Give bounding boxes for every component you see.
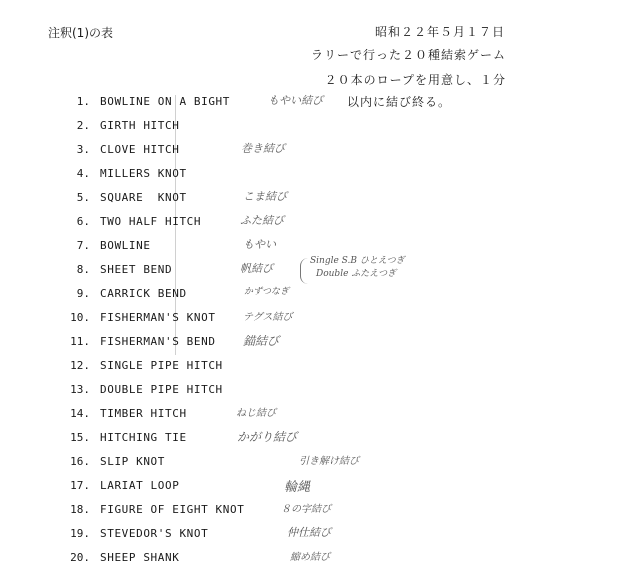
knot-number: 17.	[70, 479, 90, 492]
knot-name: CARRICK BEND	[100, 287, 187, 300]
handwritten-japanese-name: ねじ結び	[236, 408, 276, 419]
knot-row	[0, 256, 640, 283]
knot-row	[0, 359, 640, 379]
knot-number: 8.	[76, 263, 90, 276]
knot-row	[0, 551, 640, 571]
knot-name: SLIP KNOT	[100, 455, 166, 468]
knot-name: CLOVE HITCH	[100, 143, 180, 156]
knot-row	[0, 431, 640, 451]
note-label: 注釈(1)の表	[48, 26, 113, 40]
knot-row	[0, 527, 640, 547]
knot-number: 3.	[76, 143, 90, 156]
handwritten-japanese-name: 引き解け結び	[299, 456, 359, 467]
knot-row	[0, 143, 640, 163]
knot-row	[0, 287, 640, 307]
knot-name: HITCHING TIE	[100, 431, 187, 444]
knot-name: BOWLINE	[100, 239, 151, 252]
knot-number: 7.	[76, 239, 90, 252]
knot-number: 4.	[76, 167, 90, 180]
knot-name: LARIAT LOOP	[100, 479, 180, 492]
intro-line-3: 以内に結び終る。	[347, 95, 452, 109]
knot-name: DOUBLE PIPE HITCH	[100, 383, 223, 396]
knot-number: 14.	[70, 407, 90, 420]
handwritten-japanese-name: ふた結び	[240, 214, 284, 227]
knot-row	[0, 503, 640, 523]
knot-row	[0, 119, 640, 139]
knot-number: 10.	[70, 311, 90, 324]
knot-number: 19.	[70, 527, 90, 540]
knot-number: 1.	[76, 95, 90, 108]
knot-number: 18.	[70, 503, 90, 516]
handwritten-japanese-name: テグス結び	[243, 312, 293, 323]
knot-name: STEVEDOR'S KNOT	[100, 527, 209, 540]
handwritten-japanese-name: 帆結び	[240, 262, 273, 275]
knot-name: FISHERMAN'S KNOT	[100, 311, 216, 324]
knot-row	[0, 479, 640, 499]
knot-name: SHEEP SHANK	[100, 551, 180, 564]
intro-line-2: ２０本のロープを用意し、１分	[324, 73, 506, 87]
handwritten-japanese-name: もやい	[243, 238, 276, 251]
knot-name: FIGURE OF EIGHT KNOT	[100, 503, 245, 516]
knot-row	[0, 167, 640, 187]
knot-row	[0, 383, 640, 403]
knot-number: 6.	[76, 215, 90, 228]
handwritten-japanese-name: かがり結び	[237, 430, 298, 444]
knot-number: 15.	[70, 431, 90, 444]
handwritten-japanese-name: ８の字結び	[281, 504, 331, 515]
handwritten-japanese-name: かずつなぎ	[244, 287, 290, 297]
knot-row	[0, 407, 640, 427]
knot-number: 2.	[76, 119, 90, 132]
handwritten-note-single: Single S.B ひとえつぎ	[310, 256, 405, 266]
handwritten-note-double: Double ふたえつぎ	[316, 269, 397, 279]
handwritten-japanese-name: 縮め結び	[290, 552, 330, 563]
document-date: 昭和２２年５月１７日	[374, 25, 505, 39]
knot-row	[0, 215, 640, 235]
knot-number: 20.	[70, 551, 90, 564]
knot-number: 5.	[76, 191, 90, 204]
handwritten-japanese-name: 仲仕結び	[287, 526, 331, 539]
knot-row	[0, 311, 640, 331]
knot-number: 11.	[70, 335, 90, 348]
knot-number: 16.	[70, 455, 90, 468]
handwritten-japanese-name: 輪縄	[284, 480, 311, 495]
knot-name: TIMBER HITCH	[100, 407, 187, 420]
knot-name: GIRTH HITCH	[100, 119, 180, 132]
handwritten-japanese-name: もやい結び	[268, 94, 323, 107]
knot-name: SINGLE PIPE HITCH	[100, 359, 223, 372]
knot-row	[0, 335, 640, 355]
knot-row	[0, 455, 640, 475]
knot-number: 13.	[70, 383, 90, 396]
knot-number: 12.	[70, 359, 90, 372]
knot-name: MILLERS KNOT	[100, 167, 187, 180]
knot-row	[0, 95, 640, 115]
knot-name: SQUARE KNOT	[100, 191, 187, 204]
knot-name: SHEET BEND	[100, 263, 173, 276]
handwritten-japanese-name: こま結び	[243, 190, 287, 203]
handwritten-japanese-name: 錨結び	[243, 334, 280, 348]
intro-line-1: ラリーで行った２０種結索ゲーム	[310, 48, 506, 62]
handwritten-japanese-name: 巻き結び	[241, 142, 285, 155]
knot-name: FISHERMAN'S BEND	[100, 335, 216, 348]
knot-name: BOWLINE ON A BIGHT	[100, 95, 231, 108]
knot-row	[0, 191, 640, 211]
knot-number: 9.	[76, 287, 90, 300]
knot-name: TWO HALF HITCH	[100, 215, 202, 228]
